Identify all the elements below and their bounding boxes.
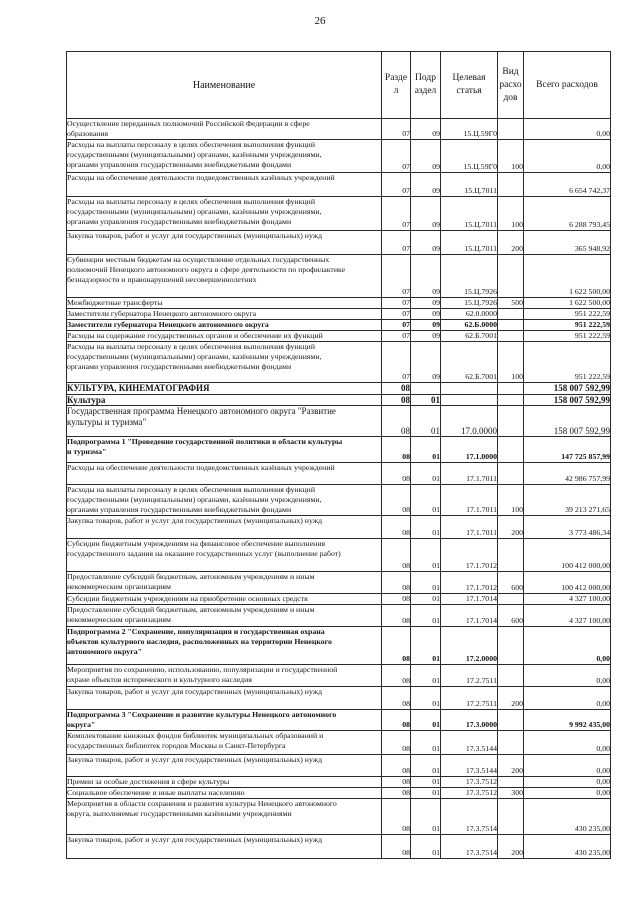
- row-name-cell: Расходы на выплаты персоналу в целях обеспечения выполнения функций государственными (муниципальными) органами, казёнными учреждениями, органами управления государственными внебюджетными фондами: [67, 140, 382, 173]
- section-code-cell: 08: [382, 665, 411, 687]
- target-article-cell: 17.1.0000: [441, 437, 498, 463]
- subsection-code-cell: 01: [411, 710, 441, 731]
- section-code-cell: 08: [382, 539, 411, 572]
- expense-type-cell: 500: [498, 298, 524, 309]
- row-name-cell: Подпрограмма 3 "Сохранение и развитие культуры Ненецкого автономного округа": [67, 710, 382, 731]
- target-article-cell: 17.3.7512: [441, 788, 498, 799]
- target-article-cell: 62.Б.7001: [441, 331, 498, 342]
- table-row: [67, 463, 611, 485]
- expense-type-cell: 600: [498, 572, 524, 594]
- target-article-cell: 15.Ц.7011: [441, 231, 498, 255]
- expense-type-cell: 200: [498, 516, 524, 539]
- table-row: [67, 627, 611, 665]
- subsection-code-cell: 01: [411, 539, 441, 572]
- target-article-cell: 15.Ц.7011: [441, 197, 498, 231]
- subsection-code-cell: 01: [411, 777, 441, 788]
- section-code-cell: 07: [382, 331, 411, 342]
- row-name-cell: Расходы на обеспечение деятельности подведомственных казённых учреждений: [67, 173, 382, 197]
- subsection-code-cell: 01: [411, 572, 441, 594]
- header-total-expenses: Всего расходов: [524, 52, 611, 119]
- subsection-code-cell: 09: [411, 173, 441, 197]
- expense-type-cell: 100: [498, 197, 524, 231]
- subsection-code-cell: 09: [411, 298, 441, 309]
- subsection-code-cell: 09: [411, 342, 441, 383]
- row-name-cell: Мероприятия по сохранению, использованию, популяризации и государственной охране объектов исторического и культурного наследия: [67, 665, 382, 687]
- subsection-code-cell: 09: [411, 197, 441, 231]
- section-code-cell: 08: [382, 605, 411, 627]
- header-row: [67, 52, 611, 119]
- expense-type-cell: [498, 731, 524, 755]
- section-code-cell: 08: [382, 799, 411, 835]
- target-article-cell: 17.3.0000: [441, 710, 498, 731]
- table-row: [67, 331, 611, 342]
- subsection-code-cell: 09: [411, 140, 441, 173]
- row-name-cell: Расходы на выплаты персоналу в целях обеспечения выполнения функций государственными (муниципальными) органами, казёнными учреждениями, органами управления государственными внебюджетными фондами: [67, 197, 382, 231]
- total-expenses-cell: 158 007 592,99: [524, 394, 611, 406]
- table-row: [67, 173, 611, 197]
- expense-type-cell: 200: [498, 231, 524, 255]
- total-expenses-cell: 39 213 271,65: [524, 485, 611, 516]
- header-expense-type: Вид расхо дов: [498, 52, 524, 119]
- section-code-cell: 08: [382, 594, 411, 605]
- target-article-cell: 62.Б.0000: [441, 320, 498, 331]
- section-code-cell: 08: [382, 383, 411, 395]
- target-article-cell: 17.1.7011: [441, 485, 498, 516]
- row-name-cell: Закупка товаров, работ и услуг для государственных (муниципальных) нужд: [67, 687, 382, 710]
- section-code-cell: 07: [382, 298, 411, 309]
- target-article-cell: 62.Б.7001: [441, 342, 498, 383]
- subsection-code-cell: 01: [411, 788, 441, 799]
- table-row: [67, 605, 611, 627]
- total-expenses-cell: 0,00: [524, 140, 611, 173]
- row-name-cell: Закупка товаров, работ и услуг для государственных (муниципальных) нужд: [67, 516, 382, 539]
- expense-type-cell: [498, 665, 524, 687]
- section-code-cell: 08: [382, 710, 411, 731]
- target-article-cell: 17.2.7511: [441, 665, 498, 687]
- table-row: [67, 342, 611, 383]
- total-expenses-cell: 3 773 486,34: [524, 516, 611, 539]
- subsection-code-cell: 01: [411, 594, 441, 605]
- total-expenses-cell: 430 235,00: [524, 835, 611, 859]
- header-subsection: Подр аздел: [411, 52, 441, 119]
- row-name-cell: Заместители губернатора Ненецкого автономного округа: [67, 309, 382, 320]
- subsection-code-cell: 09: [411, 309, 441, 320]
- subsection-code-cell: 01: [411, 463, 441, 485]
- total-expenses-cell: 147 725 857,99: [524, 437, 611, 463]
- section-code-cell: 08: [382, 485, 411, 516]
- expense-type-cell: [498, 710, 524, 731]
- row-name-cell: Осуществление переданных полномочий Российской Федерации в сфере образования: [67, 119, 382, 140]
- total-expenses-cell: 42 986 757,99: [524, 463, 611, 485]
- table-row: [67, 755, 611, 777]
- row-name-cell: Расходы на содержание государственных органов и обеспечение их функций: [67, 331, 382, 342]
- expense-type-cell: 100: [498, 140, 524, 173]
- expense-type-cell: [498, 331, 524, 342]
- section-code-cell: 07: [382, 255, 411, 298]
- subsection-code-cell: 01: [411, 394, 441, 406]
- target-article-cell: 17.1.7011: [441, 516, 498, 539]
- target-article-cell: 17.1.7011: [441, 463, 498, 485]
- subsection-code-cell: [411, 383, 441, 395]
- target-article-cell: 17.1.7012: [441, 539, 498, 572]
- section-code-cell: 08: [382, 572, 411, 594]
- expense-type-cell: 300: [498, 788, 524, 799]
- section-code-cell: 08: [382, 731, 411, 755]
- section-code-cell: 07: [382, 140, 411, 173]
- section-code-cell: 07: [382, 320, 411, 331]
- header-name: Наименование: [67, 52, 382, 119]
- section-code-cell: 08: [382, 394, 411, 406]
- row-name-cell: Субвенции местным бюджетам на осуществление отдельных государственных полномочий Ненецкого автономного округа в сфере деятельности по профилактике безнадзорности и правонарушений несовершеннолетних: [67, 255, 382, 298]
- expense-type-cell: [498, 539, 524, 572]
- total-expenses-cell: 4 327 100,00: [524, 605, 611, 627]
- expense-type-cell: [498, 320, 524, 331]
- table-row: [67, 394, 611, 406]
- subsection-code-cell: 01: [411, 755, 441, 777]
- table-row: [67, 298, 611, 309]
- total-expenses-cell: 158 007 592,99: [524, 406, 611, 437]
- table-row: [67, 731, 611, 755]
- subsection-code-cell: 09: [411, 320, 441, 331]
- target-article-cell: [441, 394, 498, 406]
- row-name-cell: Культура: [67, 394, 382, 406]
- section-code-cell: 08: [382, 437, 411, 463]
- expense-type-cell: [498, 394, 524, 406]
- total-expenses-cell: 951 222,59: [524, 331, 611, 342]
- expense-type-cell: [498, 309, 524, 320]
- section-code-cell: 07: [382, 173, 411, 197]
- page-number: 26: [314, 15, 326, 27]
- total-expenses-cell: 100 412 000,00: [524, 572, 611, 594]
- expense-type-cell: [498, 799, 524, 835]
- row-name-cell: КУЛЬТУРА, КИНЕМАТОГРАФИЯ: [67, 383, 382, 395]
- table-row: [67, 835, 611, 859]
- target-article-cell: [441, 383, 498, 395]
- target-article-cell: 17.1.7014: [441, 594, 498, 605]
- expense-type-cell: [498, 594, 524, 605]
- row-name-cell: Расходы на выплаты персоналу в целях обеспечения выполнения функций государственными (муниципальными) органами, казёнными учреждениями, органами управления государственными внебюджетными фондами: [67, 342, 382, 383]
- target-article-cell: 62.0.0000: [441, 309, 498, 320]
- subsection-code-cell: 01: [411, 665, 441, 687]
- subsection-code-cell: 01: [411, 687, 441, 710]
- total-expenses-cell: 430 235,00: [524, 799, 611, 835]
- row-name-cell: Закупка товаров, работ и услуг для государственных (муниципальных) нужд: [67, 755, 382, 777]
- subsection-code-cell: 01: [411, 605, 441, 627]
- total-expenses-cell: 0,00: [524, 755, 611, 777]
- table-row: [67, 437, 611, 463]
- subsection-code-cell: 09: [411, 255, 441, 298]
- row-name-cell: Предоставление субсидий бюджетным, автономным учреждениям и иным некоммерческим организациям: [67, 572, 382, 594]
- row-name-cell: Подпрограмма 2 "Сохранение, популяризация и государственная охрана объектов культурного наследия, расположенных на территории Ненецкого автономного округа": [67, 627, 382, 665]
- section-code-cell: 08: [382, 777, 411, 788]
- section-code-cell: 08: [382, 463, 411, 485]
- total-expenses-cell: 0,00: [524, 731, 611, 755]
- row-name-cell: Подпрограмма 1 "Проведение государственной политики в области культуры и туризма": [67, 437, 382, 463]
- table-row: [67, 383, 611, 395]
- row-name-cell: Премии за особые достижения в сфере культуры: [67, 777, 382, 788]
- target-article-cell: 15.Ц.7926: [441, 298, 498, 309]
- row-name-cell: Закупка товаров, работ и услуг для государственных (муниципальных) нужд: [67, 835, 382, 859]
- total-expenses-cell: 9 992 435,00: [524, 710, 611, 731]
- expense-type-cell: 200: [498, 835, 524, 859]
- total-expenses-cell: 6 654 742,37: [524, 173, 611, 197]
- subsection-code-cell: 01: [411, 406, 441, 437]
- subsection-code-cell: 01: [411, 437, 441, 463]
- table-row: [67, 406, 611, 437]
- expense-type-cell: 100: [498, 485, 524, 516]
- table-row: [67, 140, 611, 173]
- expense-type-cell: 200: [498, 755, 524, 777]
- target-article-cell: 17.3.7512: [441, 777, 498, 788]
- row-name-cell: Расходы на выплаты персоналу в целях обеспечения выполнения функций государственными (муниципальными) органами, казёнными учреждениями, органами управления государственными внебюджетными фондами: [67, 485, 382, 516]
- subsection-code-cell: 01: [411, 731, 441, 755]
- expense-type-cell: [498, 627, 524, 665]
- total-expenses-cell: 951 222,59: [524, 320, 611, 331]
- subsection-code-cell: 01: [411, 516, 441, 539]
- subsection-code-cell: 01: [411, 835, 441, 859]
- row-name-cell: Социальное обеспечение и иные выплаты населению: [67, 788, 382, 799]
- target-article-cell: 17.1.7014: [441, 605, 498, 627]
- expense-type-cell: [498, 777, 524, 788]
- table-row: [67, 799, 611, 835]
- section-code-cell: 08: [382, 835, 411, 859]
- table-row: [67, 665, 611, 687]
- row-name-cell: Закупка товаров, работ и услуг для государственных (муниципальных) нужд: [67, 231, 382, 255]
- target-article-cell: 17.0.0000: [441, 406, 498, 437]
- target-article-cell: 17.1.7012: [441, 572, 498, 594]
- total-expenses-cell: 951 222,59: [524, 309, 611, 320]
- section-code-cell: 08: [382, 788, 411, 799]
- row-name-cell: Мероприятия в области сохранения и развития культуры Ненецкого автономного округа, выполняемые государственными казёнными учреждениями: [67, 799, 382, 835]
- budget-table: [66, 51, 611, 859]
- expense-type-cell: [498, 383, 524, 395]
- total-expenses-cell: 0,00: [524, 687, 611, 710]
- target-article-cell: 17.2.7511: [441, 687, 498, 710]
- subsection-code-cell: 01: [411, 627, 441, 665]
- expense-type-cell: [498, 173, 524, 197]
- header-target-article: Целевая статья: [441, 52, 498, 119]
- total-expenses-cell: 1 622 500,00: [524, 255, 611, 298]
- total-expenses-cell: 4 327 100,00: [524, 594, 611, 605]
- row-name-cell: Субсидии бюджетным учреждениям на приобретение основных средств: [67, 594, 382, 605]
- section-code-cell: 08: [382, 755, 411, 777]
- total-expenses-cell: 951 222,59: [524, 342, 611, 383]
- target-article-cell: 15.Ц.7926: [441, 255, 498, 298]
- row-name-cell: Межбюджетные трансферты: [67, 298, 382, 309]
- table-row: [67, 516, 611, 539]
- total-expenses-cell: 100 412 000,00: [524, 539, 611, 572]
- section-code-cell: 08: [382, 627, 411, 665]
- target-article-cell: 17.3.5144: [441, 755, 498, 777]
- section-code-cell: 08: [382, 516, 411, 539]
- row-name-cell: Расходы на обеспечение деятельности подведомственных казённых учреждений: [67, 463, 382, 485]
- target-article-cell: 15.Ц.59Г0: [441, 140, 498, 173]
- section-code-cell: 07: [382, 342, 411, 383]
- row-name-cell: Субсидии бюджетным учреждениям на финансовое обеспечение выполнения государственного задания на оказание государственных услуг (выполнение работ): [67, 539, 382, 572]
- table-row: [67, 572, 611, 594]
- section-code-cell: 07: [382, 119, 411, 140]
- table-body: [67, 119, 611, 859]
- subsection-code-cell: 09: [411, 331, 441, 342]
- total-expenses-cell: 0,00: [524, 119, 611, 140]
- target-article-cell: 15.Ц.59Г0: [441, 119, 498, 140]
- header-section: Разде л: [382, 52, 411, 119]
- section-code-cell: 08: [382, 406, 411, 437]
- total-expenses-cell: 0,00: [524, 627, 611, 665]
- row-name-cell: Комплектование книжных фондов библиотек муниципальных образований и государственных библиотек городов Москвы и Санкт-Петербурга: [67, 731, 382, 755]
- total-expenses-cell: 365 948,92: [524, 231, 611, 255]
- target-article-cell: 17.3.7514: [441, 835, 498, 859]
- table-row: [67, 231, 611, 255]
- table-row: [67, 309, 611, 320]
- expense-type-cell: [498, 255, 524, 298]
- table-row: [67, 710, 611, 731]
- subsection-code-cell: 09: [411, 119, 441, 140]
- subsection-code-cell: 01: [411, 485, 441, 516]
- total-expenses-cell: 0,00: [524, 777, 611, 788]
- expense-type-cell: 100: [498, 342, 524, 383]
- table-header: [67, 52, 611, 119]
- expense-type-cell: [498, 463, 524, 485]
- section-code-cell: 07: [382, 309, 411, 320]
- total-expenses-cell: 1 622 500,00: [524, 298, 611, 309]
- table-row: [67, 320, 611, 331]
- table-row: [67, 485, 611, 516]
- table-row: [67, 255, 611, 298]
- target-article-cell: 17.3.7514: [441, 799, 498, 835]
- table-row: [67, 687, 611, 710]
- section-code-cell: 08: [382, 687, 411, 710]
- table-row: [67, 119, 611, 140]
- target-article-cell: 15.Ц.7011: [441, 173, 498, 197]
- subsection-code-cell: 09: [411, 231, 441, 255]
- expense-type-cell: [498, 437, 524, 463]
- table-row: [67, 539, 611, 572]
- expense-type-cell: [498, 406, 524, 437]
- subsection-code-cell: 01: [411, 799, 441, 835]
- table-row: [67, 594, 611, 605]
- target-article-cell: 17.2.0000: [441, 627, 498, 665]
- table-row: [67, 788, 611, 799]
- total-expenses-cell: 0,00: [524, 665, 611, 687]
- expense-type-cell: [498, 119, 524, 140]
- table-row: [67, 777, 611, 788]
- total-expenses-cell: 158 007 592,99: [524, 383, 611, 395]
- target-article-cell: 17.3.5144: [441, 731, 498, 755]
- row-name-cell: Предоставление субсидий бюджетным, автономным учреждениям и иным некоммерческим организациям: [67, 605, 382, 627]
- row-name-cell: Государственная программа Ненецкого автономного округа "Развитие культуры и туризма": [67, 406, 382, 437]
- row-name-cell: Заместители губернатора Ненецкого автономного округа: [67, 320, 382, 331]
- expense-type-cell: 600: [498, 605, 524, 627]
- table-row: [67, 197, 611, 231]
- total-expenses-cell: 0,00: [524, 788, 611, 799]
- section-code-cell: 07: [382, 197, 411, 231]
- expense-type-cell: 200: [498, 687, 524, 710]
- total-expenses-cell: 6 288 793,45: [524, 197, 611, 231]
- section-code-cell: 07: [382, 231, 411, 255]
